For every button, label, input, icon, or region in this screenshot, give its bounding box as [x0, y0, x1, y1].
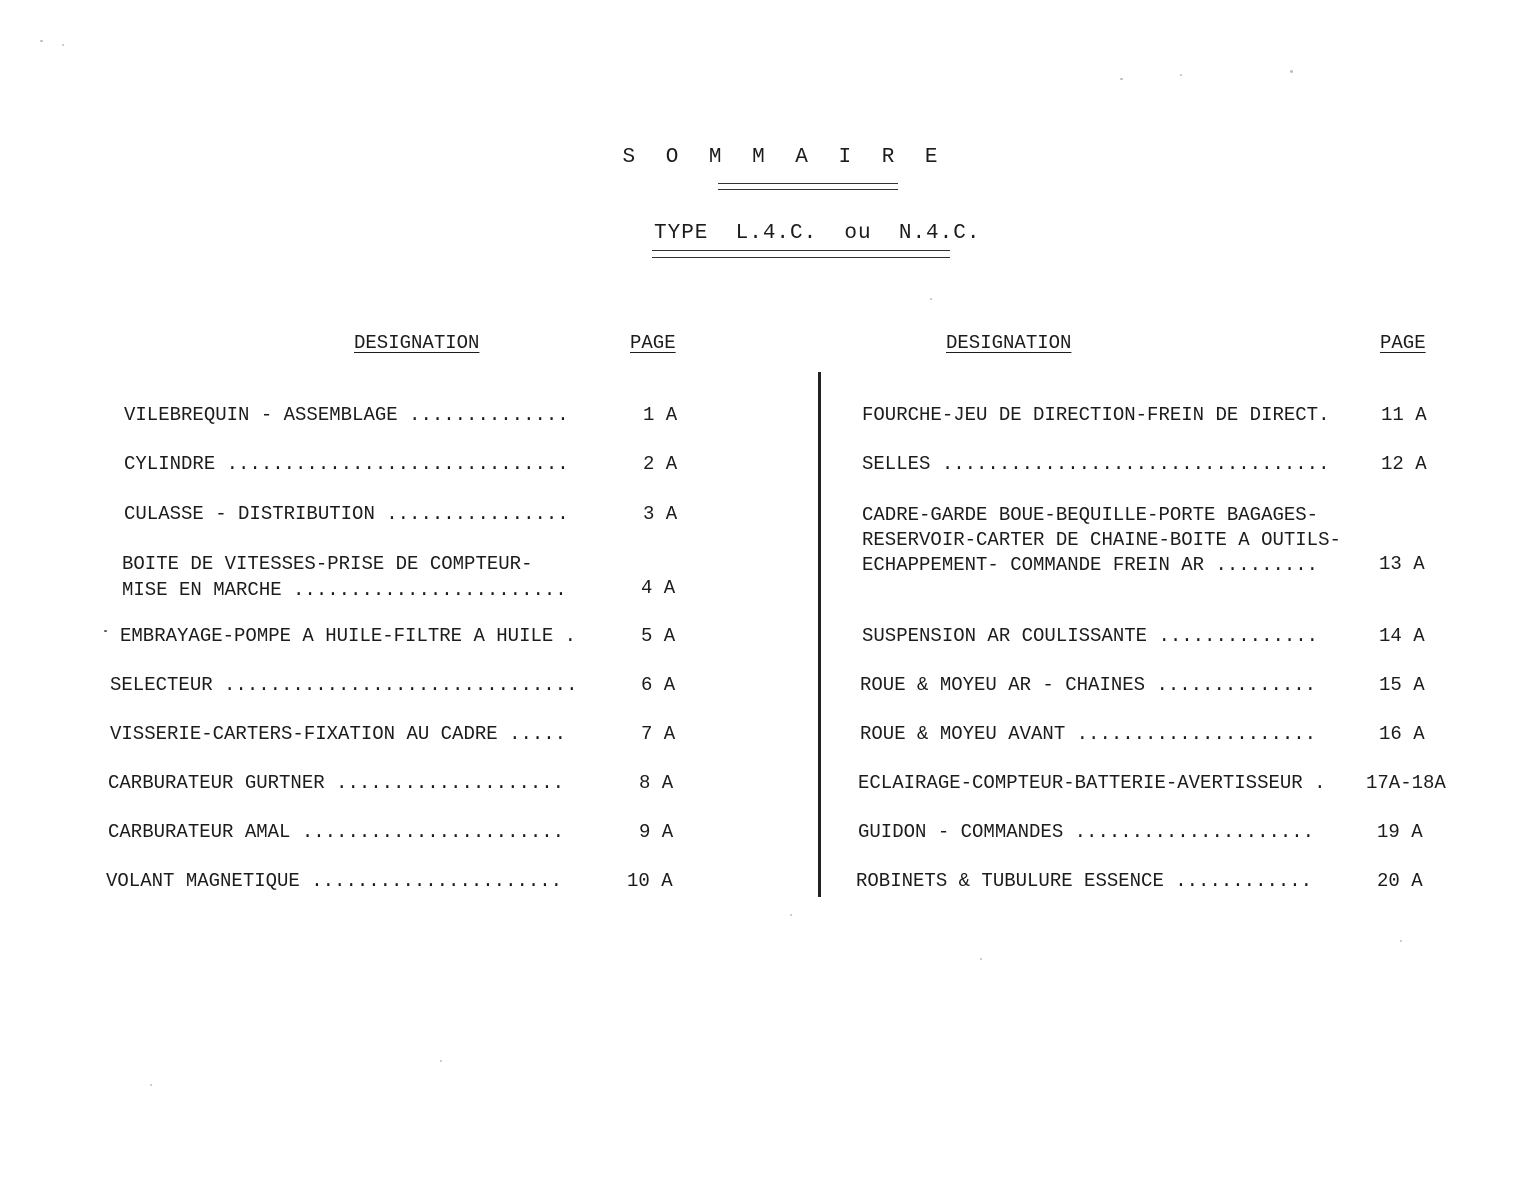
toc-entry-page: 13 A — [1379, 553, 1425, 575]
toc-entry-page: 7 A — [641, 723, 676, 745]
toc-entry-page: 12 A — [1381, 453, 1427, 475]
scan-speck — [1290, 70, 1293, 73]
toc-entry-page: 6 A — [641, 674, 676, 696]
toc-entry-page: 9 A — [639, 821, 674, 843]
toc-entry-page: 1 A — [643, 404, 678, 426]
scan-speck — [930, 298, 932, 300]
toc-entry-page: 10 A — [627, 870, 673, 892]
toc-entry-label: FOURCHE-JEU DE DIRECTION-FREIN DE DIRECT. — [862, 404, 1330, 426]
toc-entry-label: SUSPENSION AR COULISSANTE .............. — [862, 625, 1319, 647]
scan-speck — [1120, 78, 1123, 80]
toc-entry-label: EMBRAYAGE-POMPE A HUILE-FILTRE A HUILE . — [120, 625, 577, 647]
document-subtitle: TYPE L.4.C. ou N.4.C. — [654, 222, 981, 245]
toc-entry-label: ROBINETS & TUBULURE ESSENCE ............ — [856, 870, 1313, 892]
toc-entry-label: ECLAIRAGE-COMPTEUR-BATTERIE-AVERTISSEUR . — [858, 772, 1326, 794]
toc-entry-label: CARBURATEUR GURTNER .................... — [108, 772, 565, 794]
title-double-underline — [718, 183, 898, 190]
scan-speck — [40, 40, 43, 42]
toc-entry-label: VILEBREQUIN - ASSEMBLAGE .............. — [124, 404, 569, 426]
right-page-header: PAGE — [1380, 332, 1426, 354]
toc-entry-page: 8 A — [639, 772, 674, 794]
left-designation-header: DESIGNATION — [354, 332, 480, 354]
toc-entry-page: 20 A — [1377, 870, 1423, 892]
left-page-header: PAGE — [630, 332, 676, 354]
toc-entry-label: VOLANT MAGNETIQUE ...................... — [106, 870, 563, 892]
toc-entry-label: CYLINDRE .............................. — [124, 453, 569, 475]
scan-speck — [790, 914, 792, 916]
toc-entry-label: CULASSE - DISTRIBUTION ................ — [124, 503, 569, 525]
scan-speck — [62, 44, 64, 46]
subtitle-double-underline — [652, 250, 950, 258]
scan-speck — [150, 1084, 152, 1086]
scan-speck — [980, 958, 982, 960]
toc-entry-page: 16 A — [1379, 723, 1425, 745]
toc-entry-label: SELECTEUR ............................... — [110, 674, 578, 696]
toc-entry-label: BOITE DE VITESSES-PRISE DE COMPTEUR- MISE EN MARCHE ........................ — [122, 553, 567, 601]
toc-entry-page: 3 A — [643, 503, 678, 525]
toc-entry-label: CADRE-GARDE BOUE-BEQUILLE-PORTE BAGAGES- RESERVOIR-CARTER DE CHAINE-BOITE A OUTILS- ECHAPPEMENT- COMMANDE FREIN AR ......... — [862, 504, 1341, 576]
toc-entry-page: 19 A — [1377, 821, 1423, 843]
toc-entry-label: GUIDON - COMMANDES ..................... — [858, 821, 1315, 843]
scan-speck — [1180, 74, 1182, 76]
toc-entry-label: CARBURATEUR AMAL ....................... — [108, 821, 565, 843]
toc-entry-page: 17A-18A — [1366, 772, 1446, 794]
toc-entry-page: 5 A — [641, 625, 676, 647]
toc-entry-label: VISSERIE-CARTERS-FIXATION AU CADRE ..... — [110, 723, 567, 745]
toc-entry-label: SELLES .................................. — [862, 453, 1330, 475]
document-title: S O M M A I R E — [622, 146, 947, 169]
toc-entry-page: 14 A — [1379, 625, 1425, 647]
column-divider — [818, 372, 821, 897]
toc-entry-page: 15 A — [1379, 674, 1425, 696]
toc-entry-label: ROUE & MOYEU AR - CHAINES .............. — [860, 674, 1317, 696]
toc-entry-page: 2 A — [643, 453, 678, 475]
toc-entry-label: ROUE & MOYEU AVANT ..................... — [860, 723, 1317, 745]
toc-entry-page: 4 A — [641, 577, 676, 599]
toc-entry-page: 11 A — [1381, 404, 1427, 426]
scan-speck — [1400, 940, 1402, 942]
scan-speck — [440, 1060, 442, 1062]
right-designation-header: DESIGNATION — [946, 332, 1072, 354]
scan-speck — [104, 630, 107, 632]
